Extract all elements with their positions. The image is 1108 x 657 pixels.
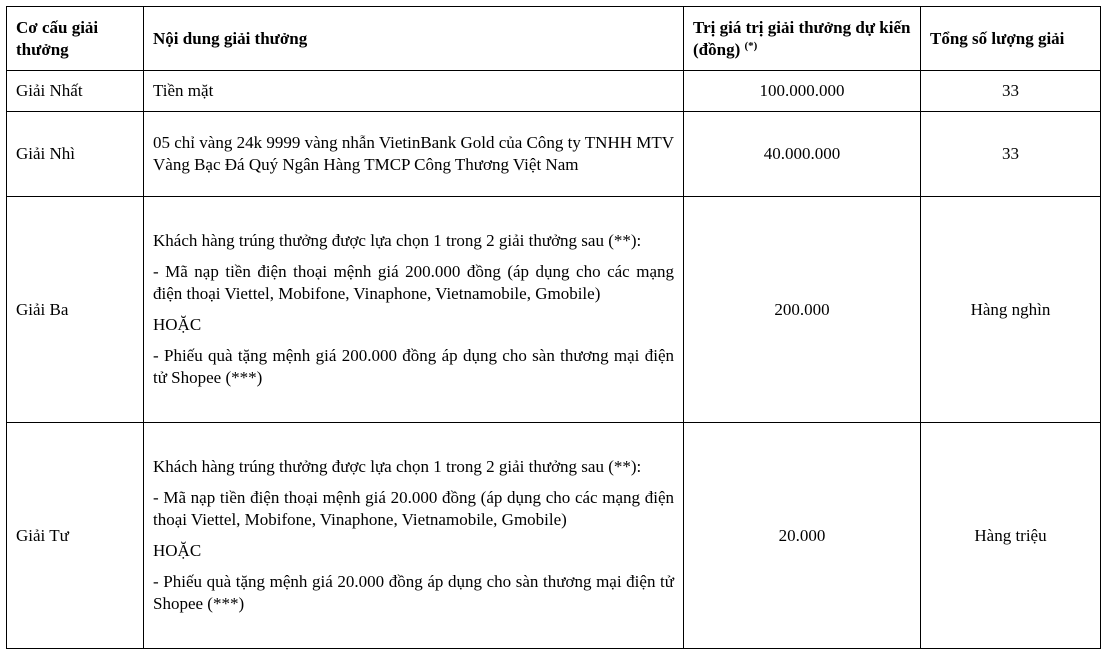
prize-content-text: 05 chỉ vàng 24k 9999 vàng nhẫn VietinBank Gold của Công ty TNHH MTV Vàng Bạc Đá Quý Ngân Hàng TMCP Công Thương Việt Nam [153, 133, 674, 174]
prize-content-option-topup: - Mã nạp tiền điện thoại mệnh giá 20.000 đồng (áp dụng cho các mạng điện thoại Viettel, Mobifone, Vinaphone, Vietnamobile, Gmobile) [153, 488, 674, 529]
header-prize-value-footnote: (*) [744, 39, 758, 52]
header-prize-quantity: Tổng số lượng giải [921, 7, 1101, 71]
prize-content-option-voucher: - Phiếu quà tặng mệnh giá 200.000 đồng áp dụng cho sàn thương mại điện tử Shopee (***) [153, 346, 674, 387]
prize-value: 20.000 [684, 423, 921, 649]
prize-content [144, 71, 684, 112]
table-row [7, 197, 1101, 423]
prize-content-intro: Khách hàng trúng thưởng được lựa chọn 1 trong 2 giải thưởng sau (**): [153, 231, 642, 250]
prize-name: Giải Nhất [7, 71, 144, 112]
prize-content [144, 423, 684, 649]
table-row [7, 423, 1101, 649]
prize-value: 200.000 [684, 197, 921, 423]
prize-content-intro: Khách hàng trúng thưởng được lựa chọn 1 trong 2 giải thưởng sau (**): [153, 457, 642, 476]
table-row [7, 71, 1101, 112]
prize-quantity: 33 [921, 112, 1101, 197]
prize-quantity: Hàng triệu [921, 423, 1101, 649]
prize-content-or: HOẶC [153, 541, 202, 560]
header-prize-value-label: Trị giá trị giải thưởng dự kiến (đồng) [693, 17, 911, 59]
prize-content [144, 197, 684, 423]
header-prize-structure: Cơ cấu giải thưởng [7, 7, 144, 71]
header-prize-content: Nội dung giải thưởng [144, 7, 684, 71]
prize-content [144, 112, 684, 197]
table-row [7, 112, 1101, 197]
prize-content-option-topup: - Mã nạp tiền điện thoại mệnh giá 200.000 đồng (áp dụng cho các mạng điện thoại Viettel, Mobifone, Vinaphone, Vietnamobile, Gmobile) [153, 262, 674, 303]
prize-quantity: Hàng nghìn [921, 197, 1101, 423]
prize-quantity: 33 [921, 71, 1101, 112]
prize-content-option-voucher: - Phiếu quà tặng mệnh giá 20.000 đồng áp dụng cho sàn thương mại điện tử Shopee (***) [153, 572, 674, 613]
prize-structure-table [6, 6, 1101, 649]
prize-content-text: Tiền mặt [153, 81, 214, 100]
prize-content-or: HOẶC [153, 315, 202, 334]
header-prize-value [684, 7, 921, 71]
header-row [7, 7, 1101, 71]
prize-value: 100.000.000 [684, 71, 921, 112]
prize-name: Giải Nhì [7, 112, 144, 197]
prize-value: 40.000.000 [684, 112, 921, 197]
prize-name: Giải Tư [7, 423, 144, 649]
prize-name: Giải Ba [7, 197, 144, 423]
